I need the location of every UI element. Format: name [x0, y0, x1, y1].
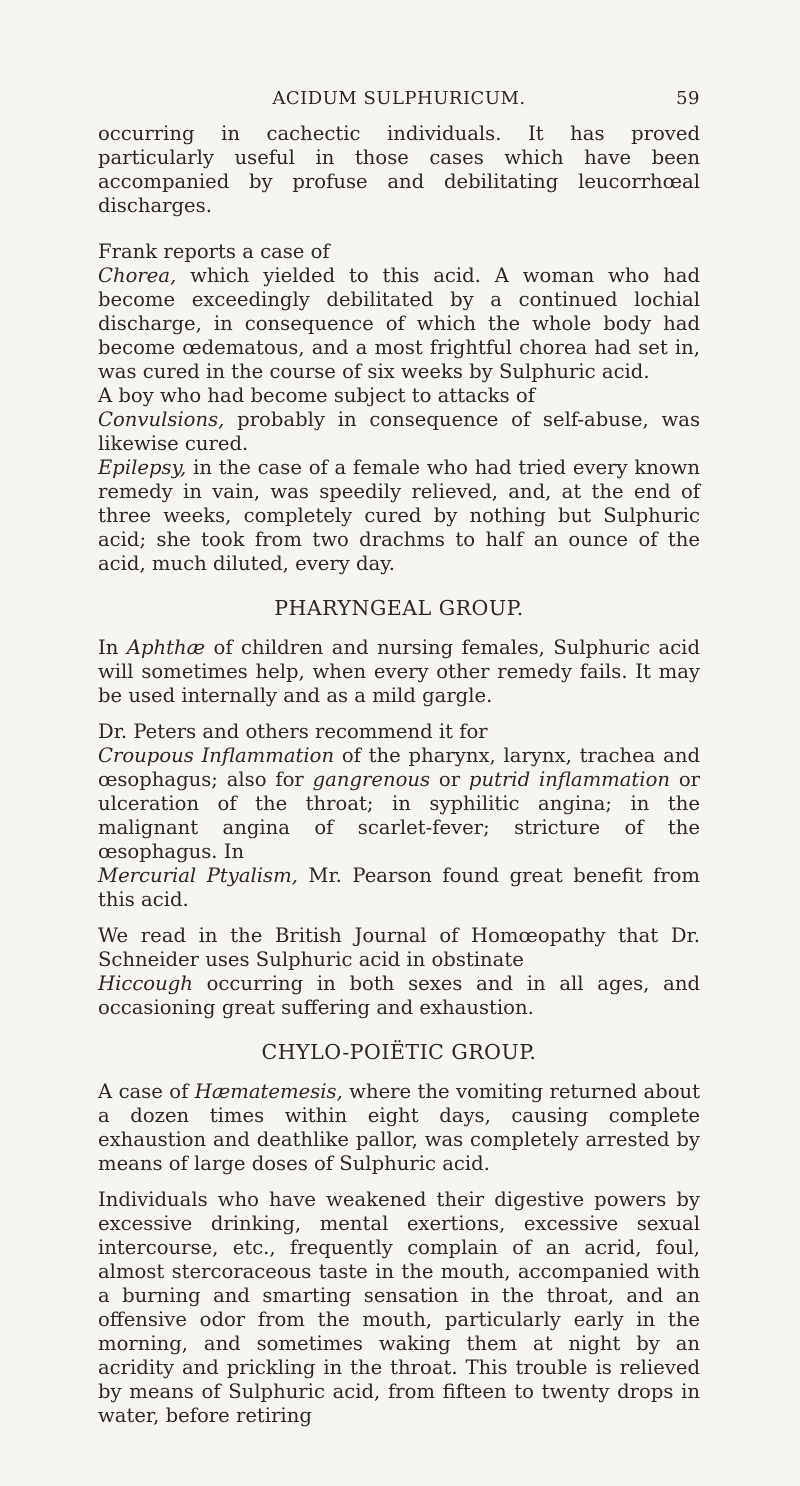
peters-term2: gangrenous: [312, 768, 431, 791]
hiccough-intro: We read in the British Journal of Homœopathy that Dr. Schneider uses Sulphuric acid in obstinate: [98, 924, 700, 971]
hiccough-term: Hiccough: [98, 972, 193, 995]
convulsions-text: probably in consequence of self-abuse, was likewise cured.: [98, 408, 700, 455]
running-title: ACIDUM SULPHURICUM.: [272, 88, 526, 109]
paragraph-hiccough: [98, 924, 700, 1020]
paragraph-convulsions: [98, 384, 700, 456]
epilepsy-term: Epilepsy,: [98, 456, 187, 479]
paragraph-epilepsy: [98, 456, 700, 576]
aphthae-pre: In: [98, 636, 127, 659]
peters-text1: of the pharynx, larynx, trachea and œsophagus; also for: [98, 744, 700, 791]
hiccough-text: occurring in both sexes and in all ages, and occasioning great suffering and exhaustion.: [98, 972, 700, 1019]
haematemesis-pre: A case of: [98, 1080, 195, 1103]
convulsions-term: Convulsions,: [98, 408, 225, 431]
paragraph-haematemesis: [98, 1080, 700, 1176]
section-heading-pharyngeal: PHARYNGEAL GROUP.: [274, 596, 524, 620]
haematemesis-text: where the vomiting returned about a dozen times within eight days, causing complete exhaustion and deathlike pallor, was completely arrested by means of large doses of Sulphuric acid.: [98, 1080, 700, 1175]
peters-text4: Mr. Pearson found great benefit from this acid.: [98, 864, 700, 911]
convulsions-intro: A boy who had become subject to attacks of: [98, 384, 535, 407]
aphthae-term: Aphthæ: [126, 636, 206, 659]
haematemesis-term: Hæmatemesis,: [194, 1080, 343, 1103]
epilepsy-text: in the case of a female who had tried every known remedy in vain, was speedily relieved, and, at the end of three weeks, completely cured by nothing but Sulphuric acid; she took from two drachms to half an ounce of the acid, much diluted, every day.: [98, 456, 700, 575]
paragraph-digestive: Individuals who have weakened their digestive powers by excessive drinking, mental exertions, excessive sexual intercourse, etc., frequently complain of an acrid, foul, almost stercoraceous taste in the mouth, accompanied with a burning and smarting sensation in the throat, and an offensive odor from the mouth, particularly early in the morning, and sometimes waking them at night by an acridity and prickling in the throat. This trouble is relieved by means of Sulphuric acid, from fifteen to twenty drops in water, before retiring: [98, 1188, 700, 1427]
chorea-text: which yielded to this acid. A woman who had become exceedingly debilitated by a continued lochial discharge, in consequence of which the whole body had become œdematous, and a most frightful chorea had set in, was cured in the course of six weeks by Sulphuric acid.: [98, 264, 700, 383]
page-number: 59: [676, 88, 700, 109]
chorea-intro: Frank reports a case of: [98, 240, 330, 263]
paragraph-peters: [98, 720, 700, 912]
paragraph-intro: occurring in cachectic individuals. It has proved particularly useful in those cases which have been accompanied by profuse and debilitating leucorrhœal discharges.: [98, 122, 700, 217]
aphthae-text: of children and nursing females, Sulphuric acid will sometimes help, when every other remedy fails. It may be used internally and as a mild gargle.: [98, 636, 700, 707]
peters-term4: Mercurial Ptyalism,: [98, 864, 298, 887]
chorea-term: Chorea,: [98, 264, 177, 287]
peters-text3: or ulceration of the throat; in syphilitic angina; in the malignant angina of scarlet-fever; stricture of the œsophagus. In: [98, 768, 700, 863]
peters-intro: Dr. Peters and others recommend it for: [98, 720, 488, 743]
section-heading-chylopoietic: CHYLO-POIËTIC GROUP.: [261, 1040, 537, 1064]
paragraph-chorea: [98, 240, 700, 384]
peters-text2: or: [430, 768, 469, 791]
peters-term1: Croupous Inflammation: [98, 744, 335, 767]
peters-term3: putrid inflammation: [468, 768, 670, 791]
page-body: [98, 122, 700, 1428]
running-head: [98, 88, 700, 112]
paragraph-aphthae: [98, 636, 700, 708]
